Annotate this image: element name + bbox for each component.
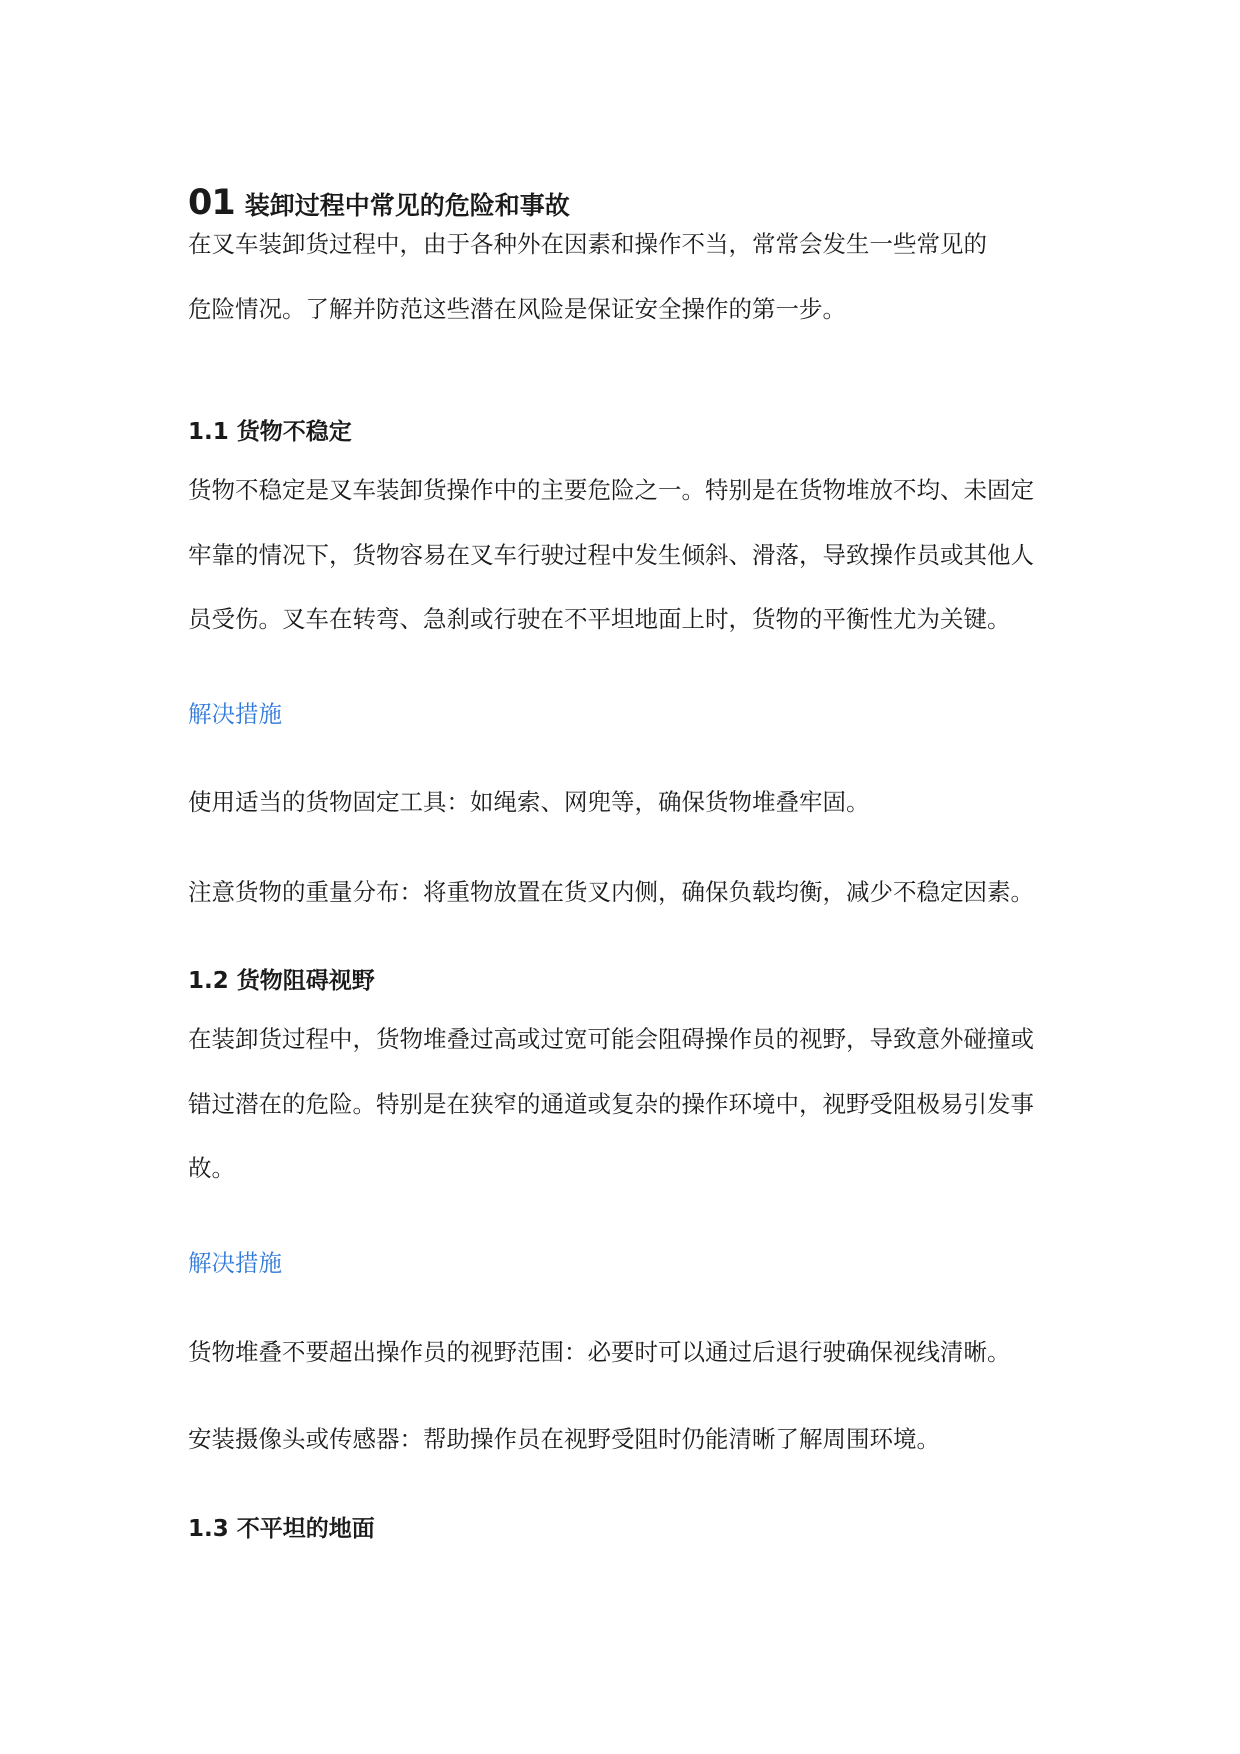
subheading-1-3: 1.3 不平坦的地面: [188, 1516, 375, 1542]
section-number: 01: [188, 183, 235, 223]
paragraph-line: 牢靠的情况下，货物容易在叉车行驶过程中发生倾斜、滑落，导致操作员或其他人: [188, 540, 1034, 569]
paragraph-line: 在装卸货过程中，货物堆叠过高或过宽可能会阻碍操作员的视野，导致意外碰撞或: [188, 1025, 1034, 1053]
paragraph-1-2: [188, 1007, 1068, 1201]
intro-paragraph: [188, 212, 1068, 341]
solution-label-1-1: 解决措施: [188, 700, 282, 728]
paragraph-line: 员受伤。叉车在转弯、急刹或行驶在不平坦地面上时，货物的平衡性尤为关键。: [188, 605, 1011, 633]
paragraph-line: 货物不稳定是叉车装卸货操作中的主要危险之一。特别是在货物堆放不均、未固定: [188, 476, 1034, 504]
paragraph-line: 故。: [188, 1154, 235, 1182]
measure-item: 使用适当的货物固定工具：如绳索、网兜等，确保货物堆叠牢固。: [188, 788, 870, 816]
paragraph-line: 错过潜在的危险。特别是在狭窄的通道或复杂的操作环境中，视野受阻极易引发事: [188, 1089, 1034, 1118]
subheading-1-1: 1.1 货物不稳定: [188, 419, 352, 445]
measure-item: 注意货物的重量分布：将重物放置在货叉内侧，确保负载均衡，减少不稳定因素。: [188, 878, 1034, 906]
paragraph-1-1: [188, 458, 1068, 652]
measure-item: 安装摄像头或传感器：帮助操作员在视野受阻时仍能清晰了解周围环境。: [188, 1425, 940, 1453]
subheading-1-2: 1.2 货物阻碍视野: [188, 968, 375, 994]
section-title: 装卸过程中常见的危险和事故: [244, 191, 570, 220]
solution-label-1-2: 解决措施: [188, 1249, 282, 1277]
paragraph-line: 在叉车装卸货过程中，由于各种外在因素和操作不当，常常会发生一些常见的: [188, 230, 987, 258]
paragraph-line: 危险情况。了解并防范这些潜在风险是保证安全操作的第一步。: [188, 294, 846, 323]
measure-item: 货物堆叠不要超出操作员的视野范围：必要时可以通过后退行驶确保视线清晰。: [188, 1338, 1011, 1366]
